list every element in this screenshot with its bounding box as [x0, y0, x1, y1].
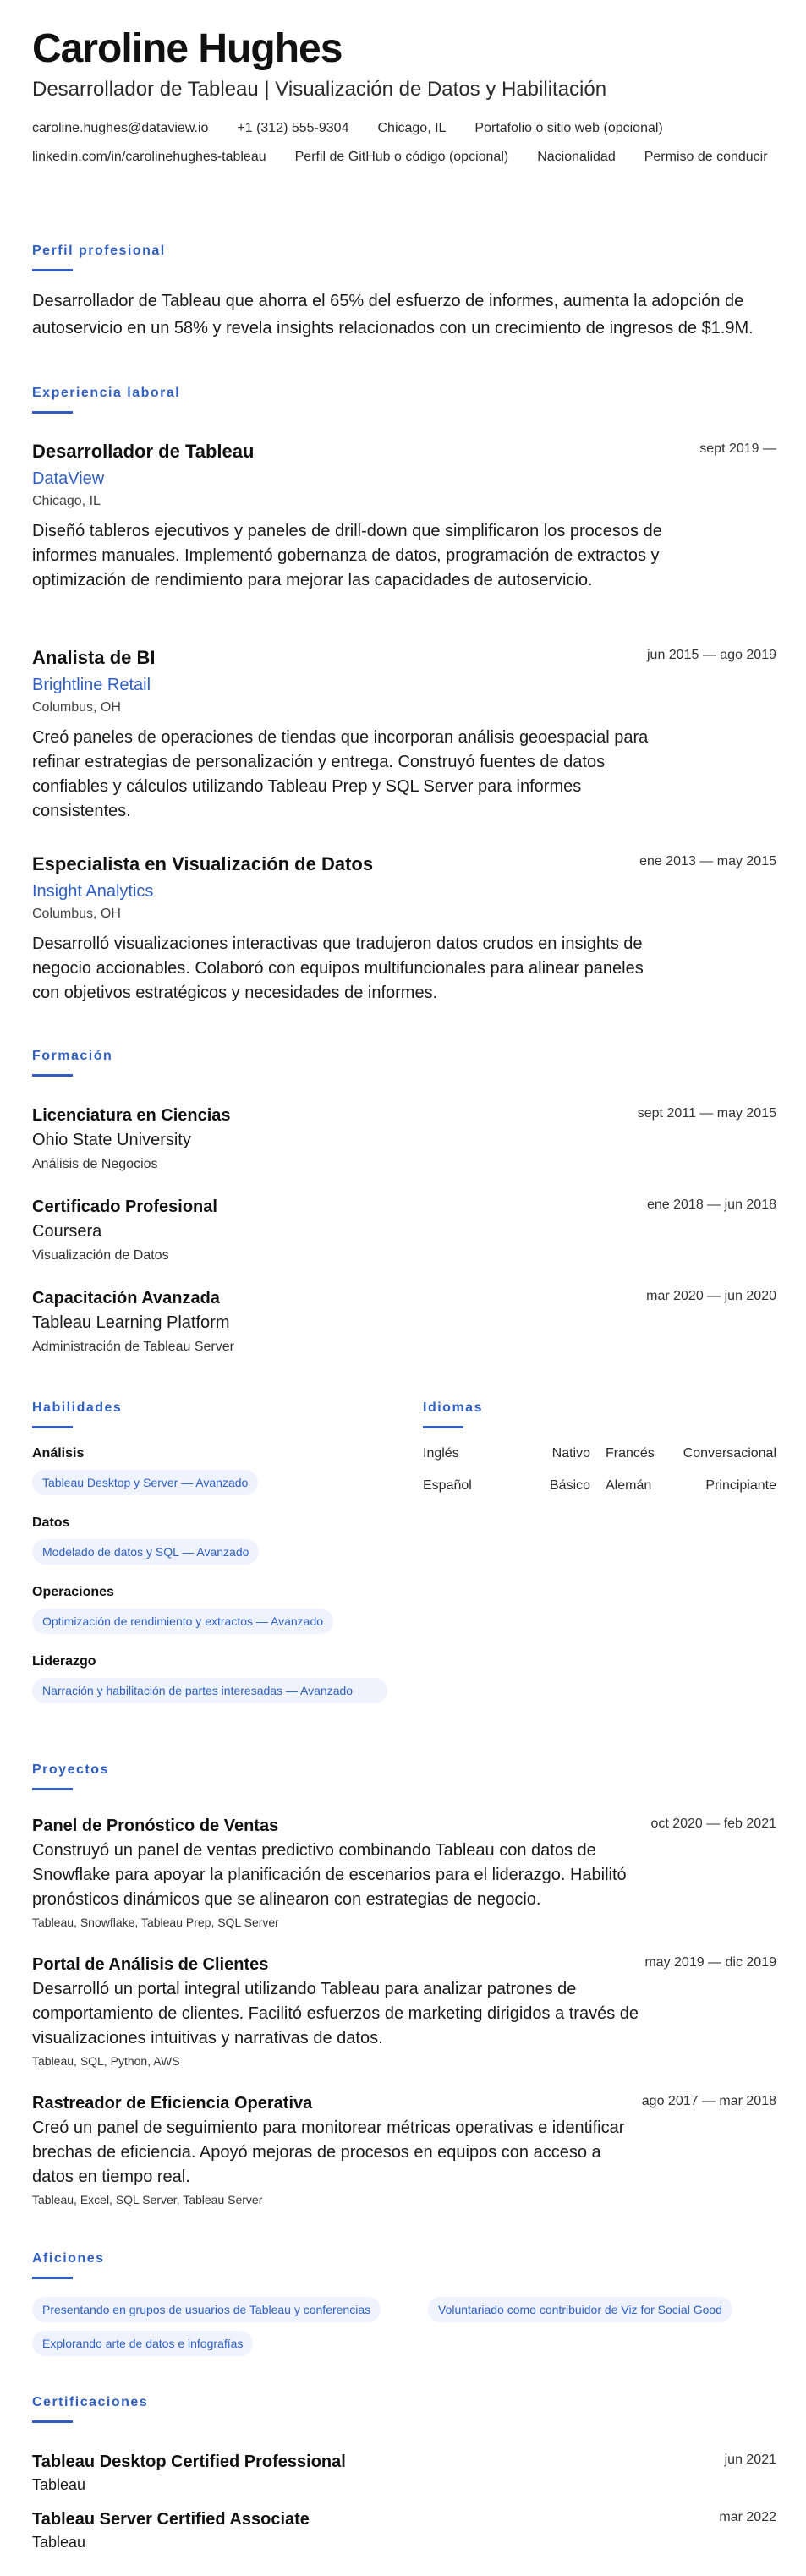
project-date: ago 2017 — mar 2018 [641, 2094, 776, 2108]
language-name: Inglés [423, 1446, 459, 1461]
section-title-summary: Perfil profesional [32, 244, 166, 258]
language-level: Principiante [705, 1478, 776, 1493]
summary-text: Desarrollador de Tableau que ahorra el 65% del esfuerzo de informes, aumenta la adopción de autoservicio en un 58% y revela insights relacionados con un crecimiento de ingresos de $1.9M. [32, 292, 754, 337]
language-name: Alemán [606, 1478, 652, 1493]
job-description: Creó paneles de operaciones de tiendas que incorporan análisis geoespacial para refinar estrategias de personalización y entrega. Construyó fuentes de datos confiables y cálculos utilizando Tableau Prep y SQL Server para informes consistentes. [32, 728, 649, 820]
certification-entry [32, 2508, 776, 2552]
education-school: Coursera [32, 1222, 102, 1241]
education-school: Ohio State University [32, 1131, 191, 1149]
job-location: Columbus, OH [32, 907, 121, 921]
education-entry [32, 1196, 776, 1265]
project-description: Creó un panel de seguimiento para monitorear métricas operativas e identificar brechas de eficiencia. Apoyó mejoras de procesos en equipos con acceso a datos en tiempo real. [32, 2118, 625, 2186]
education-school: Tableau Learning Platform [32, 1313, 230, 1332]
language-level: Básico [550, 1478, 591, 1493]
job-entry [32, 646, 776, 824]
job-description: Diseñó tableros ejecutivos y paneles de drill-down que simplificaron los procesos de informes manuales. Implementó gobernanza de datos, programación de extractos y optimización de rendimiento para mejorar las capacidades de autoservicio. [32, 522, 662, 589]
education-date: ene 2018 — jun 2018 [646, 1198, 776, 1212]
project-description: Desarrolló un portal integral utilizando Tableau para analizar patrones de comportamiento de clientes. Facilitó esfuerzos de marketing dirigidos a través de visualizaciones intuitivas y narrativas de datos. [32, 1980, 639, 2047]
education-degree: Certificado Profesional [32, 1198, 217, 1216]
education-entry [32, 1287, 776, 1357]
certification-entry [32, 2451, 776, 2495]
project-tech: Tableau, SQL, Python, AWS [32, 2054, 180, 2068]
project-tech: Tableau, Snowflake, Tableau Prep, SQL Server [32, 1916, 279, 1929]
section-title-certifications: Certificaciones [32, 2395, 149, 2409]
skill-chip: Optimización de rendimiento y extractos — Avanzado [32, 1609, 333, 1634]
language-name: Español [423, 1478, 472, 1493]
job-entry [32, 440, 776, 593]
job-company: Insight Analytics [32, 882, 154, 901]
project-entry [32, 2092, 776, 2208]
section-title-experience: Experiencia laboral [32, 386, 181, 400]
contact-nationality: Nacionalidad [537, 150, 616, 164]
skill-category: Datos [32, 1515, 70, 1530]
contact-list [32, 120, 776, 166]
skill-category: Operaciones [32, 1585, 114, 1599]
job-date: sept 2019 — [699, 441, 776, 456]
section-title-languages: Idiomas [423, 1400, 483, 1415]
contact-driving-license: Permiso de conducir [644, 150, 768, 164]
certification-issuer: Tableau [32, 2476, 86, 2493]
contact-portfolio[interactable]: Portafolio o sitio web (opcional) [474, 121, 663, 135]
job-title: Especialista en Visualización de Datos [32, 853, 374, 874]
education-degree: Licenciatura en Ciencias [32, 1106, 231, 1125]
project-title: Panel de Pronóstico de Ventas [32, 1817, 279, 1835]
job-company: Brightline Retail [32, 676, 151, 694]
project-entry [32, 1954, 776, 2069]
job-date: jun 2015 — ago 2019 [646, 648, 776, 662]
section-title-skills: Habilidades [32, 1400, 123, 1415]
skill-chip: Modelado de datos y SQL — Avanzado [32, 1539, 259, 1565]
language-level: Nativo [551, 1446, 590, 1461]
education-entry [32, 1104, 776, 1174]
certification-issuer: Tableau [32, 2534, 86, 2551]
project-title: Rastreador de Eficiencia Operativa [32, 2094, 313, 2113]
education-field: Visualización de Datos [32, 1248, 169, 1263]
job-entry [32, 852, 776, 1006]
candidate-name: Caroline Hughes [32, 26, 343, 71]
section-title-projects: Proyectos [32, 1762, 109, 1777]
skill-category: Análisis [32, 1446, 85, 1461]
job-date: ene 2013 — may 2015 [639, 854, 776, 869]
hobby-chip: Presentando en grupos de usuarios de Tableau y conferencias [32, 2297, 381, 2322]
job-title: Analista de BI [32, 647, 156, 668]
job-company: DataView [32, 469, 105, 488]
job-description: Desarrolló visualizaciones interactivas que tradujeron datos crudos en insights de negocio accionables. Colaboró con equipos multifuncionales para alinear paneles con objetivos estratégicos y necesidades de informes. [32, 934, 644, 1002]
skill-chip: Narración y habilitación de partes interesadas — Avanzado [32, 1678, 387, 1703]
job-location: Chicago, IL [32, 494, 101, 508]
certification-date: jun 2021 [724, 2453, 776, 2467]
project-date: may 2019 — dic 2019 [644, 1955, 776, 1970]
certification-name: Tableau Desktop Certified Professional [32, 2453, 346, 2471]
certification-date: mar 2022 [719, 2510, 776, 2524]
hobby-chip: Voluntariado como contribuidor de Viz for Social Good [428, 2297, 732, 2322]
project-date: oct 2020 — feb 2021 [650, 1817, 776, 1831]
skill-category: Liderazgo [32, 1654, 96, 1669]
project-entry [32, 1815, 776, 1931]
section-title-hobbies: Aficiones [32, 2251, 105, 2266]
contact-github[interactable]: Perfil de GitHub o código (opcional) [294, 150, 509, 164]
project-description: Construyó un panel de ventas predictivo combinando Tableau con datos de Snowflake para apoyar la planificación de escenarios para el liderazgo. Habilitó pronósticos dinámicos que se alinearon con estrategias de negocio. [32, 1841, 627, 1909]
education-field: Análisis de Negocios [32, 1157, 158, 1171]
contact-location: Chicago, IL [377, 121, 447, 135]
education-degree: Capacitación Avanzada [32, 1289, 220, 1307]
contact-email[interactable]: caroline.hughes@dataview.io [32, 121, 209, 135]
job-location: Columbus, OH [32, 700, 121, 715]
education-date: mar 2020 — jun 2020 [646, 1289, 776, 1303]
language-level: Conversacional [683, 1446, 776, 1461]
project-title: Portal de Análisis de Clientes [32, 1955, 269, 1974]
section-title-education: Formación [32, 1049, 113, 1063]
education-date: sept 2011 — may 2015 [637, 1106, 776, 1121]
hobby-chip: Explorando arte de datos e infografías [32, 2331, 253, 2356]
project-tech: Tableau, Excel, SQL Server, Tableau Server [32, 2193, 263, 2206]
job-title: Desarrollador de Tableau [32, 441, 255, 462]
contact-phone[interactable]: +1 (312) 555-9304 [237, 121, 349, 135]
education-field: Administración de Tableau Server [32, 1340, 234, 1354]
contact-linkedin[interactable]: linkedin.com/in/carolinehughes-tableau [32, 150, 266, 164]
language-name: Francés [606, 1446, 655, 1461]
certification-name: Tableau Server Certified Associate [32, 2510, 310, 2529]
candidate-headline: Desarrollador de Tableau | Visualización de Datos y Habilitación [32, 78, 607, 101]
skill-chip: Tableau Desktop y Server — Avanzado [32, 1470, 258, 1495]
